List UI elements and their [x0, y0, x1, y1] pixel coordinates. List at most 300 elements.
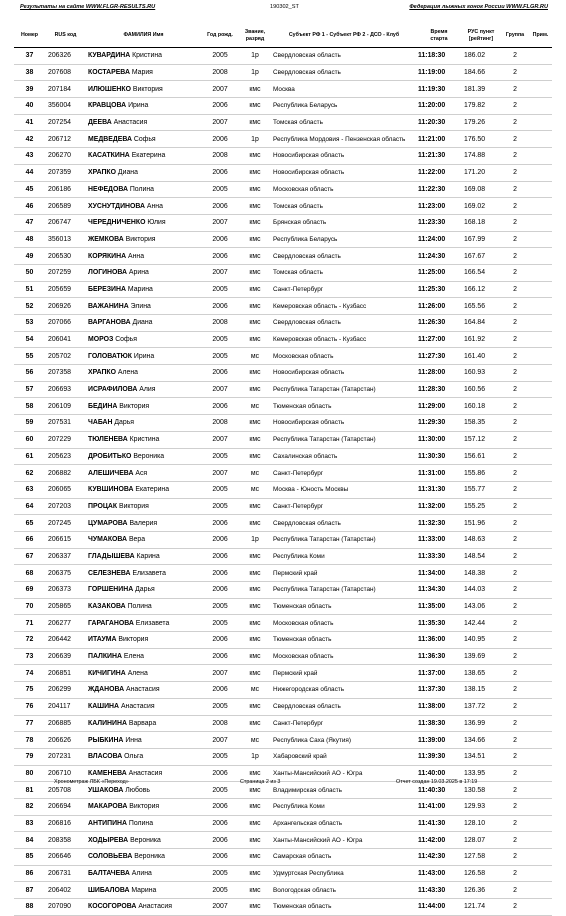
- cell-rank: кмс: [239, 798, 271, 815]
- cell-name: [86, 698, 201, 715]
- cell-number: 57: [14, 381, 45, 398]
- cell-rank: кмс: [239, 882, 271, 899]
- cell-year: 2005: [201, 615, 239, 632]
- last-name: МАКАРОВА: [88, 803, 128, 811]
- last-name: ЧЕРЕДНИЧЕНКО: [88, 219, 146, 227]
- cell-region: Тюменская область: [271, 398, 417, 415]
- last-name: КУВАРДИНА: [88, 52, 131, 60]
- first-name: Полина: [128, 819, 154, 827]
- cell-start-time: 11:28:00: [417, 365, 461, 382]
- cell-note: [529, 131, 552, 148]
- cell-number: 68: [14, 565, 45, 582]
- cell-year: 2008: [201, 315, 239, 332]
- cell-group: 2: [501, 114, 529, 131]
- cell-rank: кмс: [239, 865, 271, 882]
- cell-group: 2: [501, 231, 529, 248]
- last-name: СЕЛЕЗНЕВА: [88, 569, 131, 577]
- first-name: Вероника: [134, 853, 165, 861]
- cell-group: 2: [501, 832, 529, 849]
- cell-rus-code: 206926: [45, 298, 86, 315]
- last-name: ТЮЛЕНЕВА: [88, 436, 128, 444]
- cell-number: 44: [14, 164, 45, 181]
- cell-name: [86, 648, 201, 665]
- cell-number: 62: [14, 465, 45, 482]
- cell-start-time: 11:39:30: [417, 748, 461, 765]
- table-row: [14, 331, 552, 348]
- cell-start-time: 11:19:00: [417, 64, 461, 81]
- cell-rus-code: 207066: [45, 315, 86, 332]
- table-row: [14, 64, 552, 81]
- cell-points: 126.58: [461, 865, 501, 882]
- col-header-group: Группа: [501, 24, 529, 48]
- cell-points: 165.56: [461, 298, 501, 315]
- cell-region: Московская область: [271, 648, 417, 665]
- cell-name: [86, 665, 201, 682]
- cell-start-time: 11:32:00: [417, 498, 461, 515]
- cell-region: Томская область: [271, 114, 417, 131]
- cell-number: 87: [14, 882, 45, 899]
- cell-region: Кемеровская область - Кузбасс: [271, 298, 417, 315]
- cell-year: 2007: [201, 114, 239, 131]
- table-row: [14, 131, 552, 148]
- cell-note: [529, 381, 552, 398]
- cell-rus-code: 204117: [45, 698, 86, 715]
- cell-start-time: 11:44:00: [417, 899, 461, 916]
- table-row: [14, 231, 552, 248]
- first-name: Ольга: [124, 753, 144, 761]
- cell-rus-code: 206442: [45, 632, 86, 649]
- cell-group: 2: [501, 732, 529, 749]
- cell-year: 2005: [201, 882, 239, 899]
- cell-year: 2005: [201, 865, 239, 882]
- cell-rank: кмс: [239, 231, 271, 248]
- cell-group: 2: [501, 548, 529, 565]
- table-row: [14, 248, 552, 265]
- cell-points: 171.20: [461, 164, 501, 181]
- cell-region: Томская область: [271, 198, 417, 215]
- cell-group: 2: [501, 281, 529, 298]
- table-row: [14, 448, 552, 465]
- cell-start-time: 11:24:00: [417, 231, 461, 248]
- cell-points: 158.35: [461, 415, 501, 432]
- cell-region: Нижегородская область: [271, 682, 417, 699]
- cell-number: 43: [14, 148, 45, 165]
- cell-name: [86, 798, 201, 815]
- cell-region: Ханты-Мансийский АО - Югра: [271, 832, 417, 849]
- table-row: [14, 598, 552, 615]
- cell-group: 2: [501, 698, 529, 715]
- table-row: [14, 632, 552, 649]
- cell-rus-code: 207184: [45, 81, 86, 98]
- cell-start-time: 11:22:30: [417, 181, 461, 198]
- cell-group: 2: [501, 481, 529, 498]
- cell-region: Республика Беларусь: [271, 98, 417, 115]
- first-name: Елена: [123, 653, 144, 661]
- cell-rus-code: 207229: [45, 431, 86, 448]
- cell-year: 2006: [201, 298, 239, 315]
- first-name: Мария: [131, 69, 153, 77]
- cell-start-time: 11:40:00: [417, 765, 461, 782]
- cell-year: 2007: [201, 465, 239, 482]
- last-name: КОРЯКИНА: [88, 252, 127, 260]
- cell-start-time: 11:25:00: [417, 264, 461, 281]
- cell-rank: кмс: [239, 181, 271, 198]
- last-name: ИСРАФИЛОВА: [88, 386, 138, 394]
- page-header: [14, 4, 552, 14]
- cell-start-time: 11:31:00: [417, 465, 461, 482]
- cell-rus-code: 206065: [45, 481, 86, 498]
- cell-year: 2006: [201, 815, 239, 832]
- first-name: Элина: [130, 302, 151, 310]
- last-name: КРАВЦОВА: [88, 102, 127, 110]
- cell-year: 2005: [201, 498, 239, 515]
- cell-points: 129.93: [461, 798, 501, 815]
- cell-name: [86, 431, 201, 448]
- cell-rus-code: 206731: [45, 865, 86, 882]
- cell-points: 144.03: [461, 582, 501, 599]
- cell-number: 77: [14, 715, 45, 732]
- cell-rank: кмс: [239, 765, 271, 782]
- cell-region: Санкт-Петербург: [271, 281, 417, 298]
- cell-number: 80: [14, 765, 45, 782]
- first-name: Виктория: [132, 85, 163, 93]
- cell-rus-code: 206375: [45, 565, 86, 582]
- first-name: Дарья: [135, 586, 155, 594]
- cell-points: 164.84: [461, 315, 501, 332]
- cell-region: Свердловская область: [271, 315, 417, 332]
- cell-rank: 1р: [239, 64, 271, 81]
- last-name: РЫБКИНА: [88, 736, 124, 744]
- cell-rus-code: 206041: [45, 331, 86, 348]
- cell-points: 133.95: [461, 765, 501, 782]
- cell-number: 47: [14, 214, 45, 231]
- cell-note: [529, 849, 552, 866]
- cell-name: [86, 348, 201, 365]
- cell-note: [529, 398, 552, 415]
- cell-number: 69: [14, 582, 45, 599]
- cell-year: 2005: [201, 281, 239, 298]
- table-row: [14, 548, 552, 565]
- cell-note: [529, 865, 552, 882]
- table-row: [14, 381, 552, 398]
- cell-number: 45: [14, 181, 45, 198]
- cell-rank: кмс: [239, 164, 271, 181]
- cell-region: Новосибирская область: [271, 148, 417, 165]
- first-name: Вера: [128, 536, 146, 544]
- last-name: ХОДЫРЕВА: [88, 836, 129, 844]
- cell-number: 85: [14, 849, 45, 866]
- cell-rank: кмс: [239, 565, 271, 582]
- cell-start-time: 11:36:00: [417, 632, 461, 649]
- cell-start-time: 11:37:00: [417, 665, 461, 682]
- cell-name: [86, 865, 201, 882]
- last-name: БАЛТАЧЕВА: [88, 870, 130, 878]
- cell-region: Хабаровский край: [271, 748, 417, 765]
- last-name: УШАКОВА: [88, 786, 124, 794]
- table-row: [14, 98, 552, 115]
- cell-points: 143.06: [461, 598, 501, 615]
- cell-number: 79: [14, 748, 45, 765]
- cell-points: 142.44: [461, 615, 501, 632]
- cell-start-time: 11:34:00: [417, 565, 461, 582]
- cell-points: 166.12: [461, 281, 501, 298]
- last-name: ЖДАНОВА: [88, 686, 125, 694]
- cell-rus-code: 207259: [45, 264, 86, 281]
- col-header-rus-code: RUS код: [45, 24, 86, 48]
- cell-region: Республика Татарстан (Татарстан): [271, 381, 417, 398]
- cell-group: 2: [501, 264, 529, 281]
- last-name: ШИБАЛОВА: [88, 886, 130, 894]
- cell-note: [529, 315, 552, 332]
- cell-group: 2: [501, 64, 529, 81]
- cell-rus-code: 206337: [45, 548, 86, 565]
- cell-points: 155.86: [461, 465, 501, 482]
- cell-year: 2006: [201, 231, 239, 248]
- federation-site-link[interactable]: Федерация лыжных гонок России WWW.FLGR.RU: [409, 4, 548, 10]
- cell-note: [529, 632, 552, 649]
- cell-group: 2: [501, 515, 529, 532]
- cell-rus-code: 207608: [45, 64, 86, 81]
- last-name: БЕДИНА: [88, 402, 118, 410]
- cell-note: [529, 732, 552, 749]
- last-name: ЧАБАН: [88, 419, 113, 427]
- cell-year: 2006: [201, 515, 239, 532]
- cell-number: 81: [14, 782, 45, 799]
- cell-year: 2005: [201, 481, 239, 498]
- cell-name: [86, 531, 201, 548]
- first-name: Марина: [131, 886, 157, 894]
- last-name: ИЛЮШЕНКО: [88, 85, 131, 93]
- first-name: Анна: [146, 202, 163, 210]
- cell-name: [86, 415, 201, 432]
- first-name: Анна: [127, 252, 145, 260]
- last-name: ЧУМАКОВА: [88, 536, 128, 544]
- cell-number: 76: [14, 698, 45, 715]
- cell-points: 148.38: [461, 565, 501, 582]
- cell-start-time: 11:23:30: [417, 214, 461, 231]
- cell-number: 74: [14, 665, 45, 682]
- cell-start-time: 11:21:00: [417, 131, 461, 148]
- col-header-number: Номер: [14, 24, 45, 48]
- col-header-year: Год рожд.: [201, 24, 239, 48]
- cell-number: 49: [14, 248, 45, 265]
- first-name: Екатерина: [131, 152, 166, 160]
- first-name: Вероника: [133, 452, 165, 460]
- cell-number: 51: [14, 281, 45, 298]
- cell-points: 179.82: [461, 98, 501, 115]
- cell-year: 2006: [201, 98, 239, 115]
- cell-start-time: 11:32:30: [417, 515, 461, 532]
- cell-rank: мс: [239, 481, 271, 498]
- cell-note: [529, 431, 552, 448]
- cell-name: [86, 748, 201, 765]
- cell-name: [86, 448, 201, 465]
- last-name: ГАРАГАНОВА: [88, 619, 134, 627]
- cell-group: 2: [501, 748, 529, 765]
- first-name: Виктория: [118, 502, 149, 510]
- last-name: ДРОБИТЬКО: [88, 452, 132, 460]
- cell-note: [529, 348, 552, 365]
- cell-start-time: 11:21:30: [417, 148, 461, 165]
- cell-rus-code: 208358: [45, 832, 86, 849]
- last-name: КОСОГОРОВА: [88, 903, 137, 911]
- cell-points: 161.92: [461, 331, 501, 348]
- cell-rank: кмс: [239, 648, 271, 665]
- table-header-row: [14, 24, 552, 48]
- cell-group: 2: [501, 899, 529, 916]
- cell-number: 52: [14, 298, 45, 315]
- cell-year: 2006: [201, 682, 239, 699]
- cell-name: [86, 48, 201, 65]
- cell-start-time: 11:22:00: [417, 164, 461, 181]
- first-name: Кристина: [129, 436, 160, 444]
- cell-name: [86, 832, 201, 849]
- cell-region: Московская область: [271, 348, 417, 365]
- cell-note: [529, 214, 552, 231]
- table-row: [14, 214, 552, 231]
- cell-points: 184.66: [461, 64, 501, 81]
- cell-group: 2: [501, 81, 529, 98]
- cell-name: [86, 81, 201, 98]
- table-row: [14, 748, 552, 765]
- cell-start-time: 11:27:30: [417, 348, 461, 365]
- cell-name: [86, 114, 201, 131]
- results-site-link[interactable]: Результаты на сайте WWW.FLGR-RESULTS.RU: [20, 4, 156, 10]
- cell-number: 53: [14, 315, 45, 332]
- table-row: [14, 348, 552, 365]
- cell-points: 139.69: [461, 648, 501, 665]
- cell-group: 2: [501, 882, 529, 899]
- first-name: Карина: [136, 552, 160, 560]
- col-header-rank: Звание, разряд: [239, 24, 271, 48]
- cell-region: Новосибирская область: [271, 415, 417, 432]
- cell-start-time: 11:24:30: [417, 248, 461, 265]
- cell-points: 128.07: [461, 832, 501, 849]
- table-row: [14, 531, 552, 548]
- cell-note: [529, 64, 552, 81]
- cell-year: 2006: [201, 531, 239, 548]
- table-row: [14, 815, 552, 832]
- cell-start-time: 11:35:00: [417, 598, 461, 615]
- cell-points: 174.88: [461, 148, 501, 165]
- cell-region: Москва: [271, 81, 417, 98]
- cell-year: 2006: [201, 565, 239, 582]
- last-name: ПАЛКИНА: [88, 653, 122, 661]
- cell-points: 137.72: [461, 698, 501, 715]
- cell-number: 73: [14, 648, 45, 665]
- cell-year: 2008: [201, 715, 239, 732]
- cell-rus-code: 206589: [45, 198, 86, 215]
- cell-start-time: 11:42:00: [417, 832, 461, 849]
- cell-rank: кмс: [239, 81, 271, 98]
- cell-note: [529, 248, 552, 265]
- cell-number: 84: [14, 832, 45, 849]
- cell-start-time: 11:19:30: [417, 81, 461, 98]
- cell-group: 2: [501, 148, 529, 165]
- cell-region: Кемеровская область - Кузбасс: [271, 331, 417, 348]
- cell-start-time: 11:43:30: [417, 882, 461, 899]
- table-row: [14, 114, 552, 131]
- table-row: [14, 415, 552, 432]
- cell-rus-code: 356004: [45, 98, 86, 115]
- last-name: КОСТАРЕВА: [88, 69, 130, 77]
- cell-note: [529, 365, 552, 382]
- cell-note: [529, 782, 552, 799]
- last-name: ПРОЦАК: [88, 502, 118, 510]
- col-header-note: Прим.: [529, 24, 552, 48]
- cell-rus-code: 205865: [45, 598, 86, 615]
- table-row: [14, 365, 552, 382]
- cell-year: 2007: [201, 264, 239, 281]
- cell-points: 126.36: [461, 882, 501, 899]
- col-header-name: ФАМИЛИЯ Имя: [86, 24, 201, 48]
- first-name: Алина: [131, 870, 152, 878]
- cell-rus-code: 206639: [45, 648, 86, 665]
- cell-rus-code: 206326: [45, 48, 86, 65]
- last-name: ЖЕМКОВА: [88, 235, 124, 243]
- cell-year: 2006: [201, 648, 239, 665]
- last-name: ГЛАДЫШЕВА: [88, 552, 135, 560]
- cell-rus-code: 207359: [45, 164, 86, 181]
- cell-name: [86, 248, 201, 265]
- cell-note: [529, 798, 552, 815]
- cell-note: [529, 715, 552, 732]
- cell-region: Московская область: [271, 181, 417, 198]
- cell-points: 127.58: [461, 849, 501, 866]
- table-row: [14, 298, 552, 315]
- cell-number: 58: [14, 398, 45, 415]
- cell-rank: кмс: [239, 281, 271, 298]
- cell-points: 181.39: [461, 81, 501, 98]
- footer-report-date: Отчет создан 19.03.2025 в 17:19: [396, 779, 478, 785]
- cell-year: 2005: [201, 448, 239, 465]
- cell-region: Санкт-Петербург: [271, 715, 417, 732]
- first-name: Арина: [128, 269, 149, 277]
- cell-note: [529, 114, 552, 131]
- cell-year: 2005: [201, 782, 239, 799]
- cell-year: 2006: [201, 398, 239, 415]
- first-name: Елизавета: [132, 569, 166, 577]
- cell-start-time: 11:18:30: [417, 48, 461, 65]
- cell-year: 2007: [201, 214, 239, 231]
- last-name: МЕДВЕДЕВА: [88, 135, 132, 143]
- first-name: Софья: [133, 135, 156, 143]
- cell-name: [86, 98, 201, 115]
- cell-rank: мс: [239, 348, 271, 365]
- cell-points: 168.18: [461, 214, 501, 231]
- cell-note: [529, 815, 552, 832]
- cell-note: [529, 264, 552, 281]
- cell-region: Томская область: [271, 264, 417, 281]
- last-name: ИТАУМА: [88, 636, 117, 644]
- cell-year: 2007: [201, 381, 239, 398]
- first-name: Юлия: [147, 219, 166, 227]
- cell-name: [86, 231, 201, 248]
- cell-rank: 1р: [239, 131, 271, 148]
- cell-rank: кмс: [239, 431, 271, 448]
- cell-name: [86, 164, 201, 181]
- cell-group: 2: [501, 164, 529, 181]
- cell-note: [529, 665, 552, 682]
- cell-points: 167.67: [461, 248, 501, 265]
- cell-start-time: 11:40:30: [417, 782, 461, 799]
- cell-rank: мс: [239, 398, 271, 415]
- cell-rank: 1р: [239, 48, 271, 65]
- cell-group: 2: [501, 565, 529, 582]
- cell-rank: кмс: [239, 448, 271, 465]
- cell-note: [529, 548, 552, 565]
- cell-group: 2: [501, 214, 529, 231]
